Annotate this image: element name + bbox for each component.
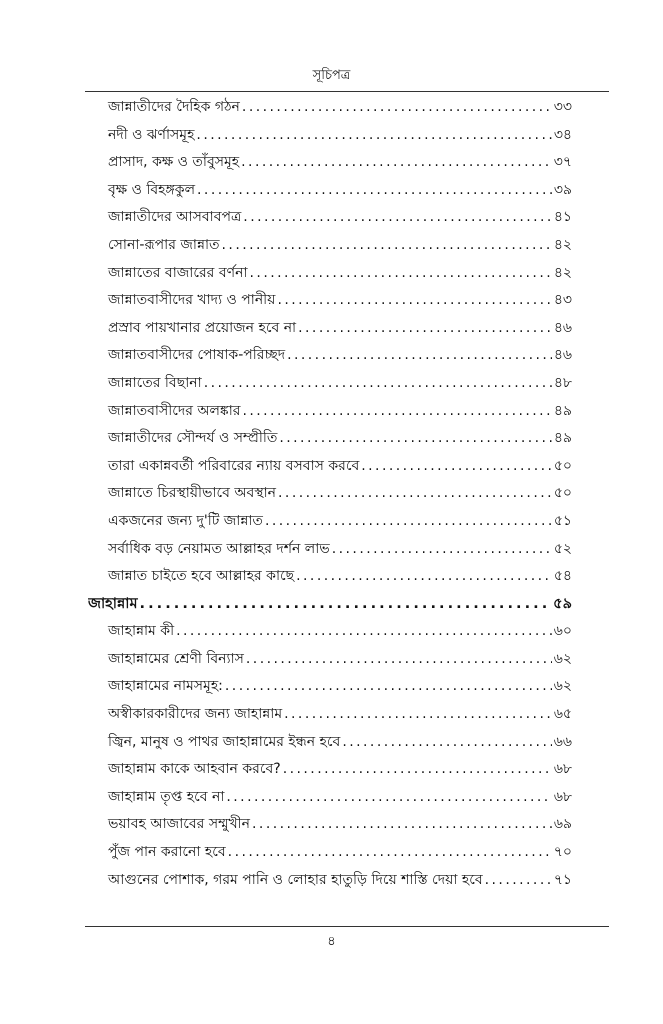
toc-entry-page: ৬৫ [553, 706, 572, 723]
toc-entry-page: ৬৯ [553, 816, 572, 833]
toc-entry [88, 867, 572, 895]
toc-entry-page: ৬৬ [553, 733, 572, 750]
toc-entry [88, 508, 572, 536]
dot-leader [250, 260, 552, 288]
toc-entry [88, 701, 572, 729]
dot-leader [287, 342, 552, 370]
toc-entry-title: জাহান্নাম কী [108, 623, 175, 640]
toc-entry-title: জান্নাতীদের দৈহিক গঠন [108, 99, 240, 115]
toc-entry-title: বৃক্ষ ও বিহঙ্গকুল [108, 181, 196, 198]
header-rule [85, 91, 609, 92]
toc-entry-title: জান্নাতে চিরস্থায়ীভাবে অবস্থান [108, 485, 277, 502]
toc-entry-page: ৪৬ [553, 319, 572, 336]
toc-entry-title: জান্নাতবাসীদের পোষাক-পরিচ্ছদ [108, 347, 286, 364]
toc-entry-page: ৬৮ [553, 761, 572, 778]
toc-entry [88, 177, 572, 205]
toc-entry-page: ৬০ [553, 623, 572, 640]
toc-entry-page: ৭০ [553, 844, 572, 861]
toc-entry-title: পুঁজ পান করানো হবে [108, 844, 226, 861]
toc-entry [88, 232, 572, 260]
dot-leader [296, 563, 552, 591]
toc-entry-title: জান্নাতবাসীদের অলঙ্কার [108, 402, 241, 419]
toc-entry [88, 453, 572, 481]
toc-entry [88, 784, 572, 812]
dot-leader [298, 315, 552, 343]
dot-leader [242, 398, 551, 426]
toc-entry-title: জ্বিন, মানুষ ও পাথর জাহান্নামের ইন্ধন হবে [108, 733, 341, 750]
toc-entry [88, 839, 572, 867]
dot-leader [332, 536, 552, 564]
toc-entry-page: ৬২ [553, 678, 572, 695]
toc-entry-page: ৬৮ [553, 788, 572, 805]
toc-entry-page: ৫১ [553, 512, 572, 529]
dot-leader [176, 618, 552, 646]
dot-leader [252, 811, 552, 839]
toc-entry-page: ৩৯ [553, 181, 572, 198]
dot-leader [196, 122, 551, 150]
toc-entry-title: জান্নাত চাইতে হবে আল্লাহর কাছে [108, 568, 295, 585]
toc-entry-page: ৪২ [553, 264, 572, 281]
toc-entry [88, 536, 572, 564]
toc-entry [88, 287, 572, 315]
toc-entry-page: ৫৪ [553, 568, 572, 585]
dot-leader [342, 729, 551, 757]
toc-entry-title: প্রস্রাব পায়খানার প্রয়োজন হবে না [108, 319, 297, 336]
toc-entry [88, 480, 572, 508]
toc-entry-page: ৬২ [553, 650, 572, 667]
toc-entry [88, 618, 572, 646]
toc-entry-title: প্রাসাদ, কক্ষ ও তাঁবুসমূহ [108, 154, 240, 171]
footer-rule [85, 926, 609, 927]
toc-entry-title: জান্নাতের বাজারের বর্ণনা [108, 264, 248, 281]
toc-entry-page: ৩৪ [553, 126, 572, 143]
toc-entry-title: জাহান্নাম কাকে আহবান করবে? [108, 761, 281, 778]
toc-entry-page: ৪৩ [553, 292, 572, 309]
toc-entry [88, 811, 572, 839]
toc-entry-page: ৪৬ [553, 347, 572, 364]
dot-leader [284, 701, 552, 729]
toc-entry-title: আগুনের পোশাক, গরম পানি ও লোহার হাতুড়ি দিয়ে শাস্তি দেয়া হবে [108, 871, 483, 888]
dot-leader [279, 425, 551, 453]
toc-entry-title: ভয়াবহ আজাবের সম্মুখীন [108, 816, 251, 833]
page-number: ৪ [327, 934, 336, 949]
toc-entry-page: ৪২ [553, 236, 572, 253]
toc-entry-title: নদী ও ঝর্ণাসমূহ [108, 126, 195, 143]
toc-entry-title: জাহান্নামের শ্রেণী বিন্যাস [108, 650, 244, 667]
toc-entry [88, 204, 572, 232]
toc-entry-title: জাহান্নাম তৃপ্ত হবে না [108, 788, 225, 805]
dot-leader [246, 646, 552, 674]
dot-leader [204, 370, 552, 398]
toc-entry-page: ৫২ [553, 540, 572, 557]
toc-entry [88, 315, 572, 343]
toc-entry-page: ৪৯ [553, 430, 572, 447]
dot-leader [225, 673, 552, 701]
toc-entry [88, 756, 572, 784]
toc-entry [88, 673, 572, 701]
toc-entry [88, 122, 572, 150]
dot-leader [241, 149, 552, 177]
toc-entry [88, 342, 572, 370]
toc-entry-title: জান্নাতীদের আসবাবপত্র [108, 209, 242, 226]
page-header-title: সূচিপত্র [312, 68, 351, 83]
dot-leader [197, 177, 552, 205]
dot-leader [277, 287, 551, 315]
toc-entry [88, 563, 572, 591]
dot-leader [485, 867, 552, 895]
toc-entry-title: সোনা-রূপার জান্নাত [108, 236, 220, 253]
dot-leader [242, 94, 552, 122]
toc-entry-title: জাহান্নাম [88, 595, 138, 612]
toc-entry-page: ৫০ [553, 457, 572, 474]
table-of-contents [88, 94, 572, 894]
toc-entry-page: ৫০ [553, 485, 572, 502]
dot-leader [265, 508, 552, 536]
toc-entry-page: ৫৯ [553, 595, 572, 612]
toc-entry-page: ৪৮ [553, 374, 572, 391]
toc-section-heading [88, 591, 572, 619]
toc-entry-title: জান্নাতীদের সৌন্দর্য ও সম্প্রীতি [108, 430, 278, 447]
toc-entry-title: তারা একান্নবর্তী পরিবারের ন্যায় বসবাস করবে [108, 457, 360, 474]
toc-entry-title: একজনের জন্য দু'টি জান্নাত [108, 512, 263, 529]
toc-entry-title: জান্নাতের বিছানা [108, 374, 202, 391]
toc-entry [88, 425, 572, 453]
dot-leader [222, 232, 552, 260]
dot-leader [283, 756, 552, 784]
dot-leader [361, 453, 552, 481]
dot-leader [243, 204, 552, 232]
toc-entry-page: ৭১ [553, 871, 572, 888]
toc-entry [88, 370, 572, 398]
toc-entry [88, 729, 572, 757]
toc-entry [88, 646, 572, 674]
toc-entry [88, 149, 572, 177]
dot-leader [278, 480, 552, 508]
toc-entry [88, 94, 572, 122]
toc-entry-title: জাহান্নামের নামসমূহ: [108, 678, 223, 695]
toc-entry-title: সর্বাধিক বড় নেয়ামত আল্লাহর দর্শন লাভ [108, 540, 330, 557]
toc-entry [88, 260, 572, 288]
toc-entry-page: ৩৭ [553, 154, 572, 171]
toc-entry [88, 398, 572, 426]
toc-entry-page: ৩৩ [553, 99, 572, 115]
dot-leader [140, 591, 552, 619]
dot-leader [226, 784, 551, 812]
toc-entry-page: ৪৯ [553, 402, 572, 419]
toc-entry-title: অস্বীকারকারীদের জন্য জাহান্নাম [108, 706, 283, 723]
toc-entry-title: জান্নাতবাসীদের খাদ্য ও পানীয় [108, 292, 276, 309]
toc-entry-page: ৪১ [553, 209, 572, 226]
dot-leader [228, 839, 552, 867]
